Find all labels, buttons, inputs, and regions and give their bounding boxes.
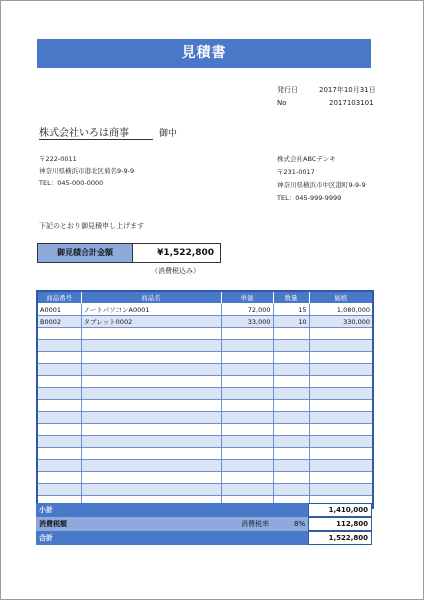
total-label: 合計 [36, 531, 308, 545]
tax-value: 112,800 [308, 517, 372, 531]
table-row [37, 448, 373, 460]
sender-postal: 〒231-0017 [277, 168, 315, 176]
table-row [37, 472, 373, 484]
recipient-postal: 〒222-0011 [39, 155, 77, 163]
item-name-cell [81, 472, 221, 484]
item-code-cell [37, 328, 81, 340]
item-code-cell [37, 460, 81, 472]
table-row [37, 424, 373, 436]
table-row [37, 340, 373, 352]
quantity-cell [273, 352, 309, 364]
item-code-cell [37, 376, 81, 388]
intro-text: 下記のとおり御見積申し上げます [39, 222, 144, 230]
price-cell [309, 460, 373, 472]
quantity-cell [273, 460, 309, 472]
item-name-cell [81, 352, 221, 364]
price-cell [309, 388, 373, 400]
unit-price-cell [221, 388, 273, 400]
item-name-cell [81, 412, 221, 424]
quantity-cell [273, 400, 309, 412]
grand-total-value: ¥1,522,800 [133, 243, 221, 263]
unit-price-cell [221, 328, 273, 340]
sender-address-block [277, 153, 366, 205]
price-cell [309, 340, 373, 352]
sender-tel: TEL：045-999-9999 [277, 194, 342, 202]
recipient-tel: TEL：045-000-0000 [39, 179, 104, 187]
item-name-cell [81, 328, 221, 340]
item-name-cell [81, 400, 221, 412]
table-row [37, 484, 373, 496]
price-cell: 330,000 [309, 316, 373, 328]
price-cell [309, 364, 373, 376]
item-code-cell [37, 472, 81, 484]
item-name-cell: タブレット0002 [81, 316, 221, 328]
table-row [37, 436, 373, 448]
items-body [37, 304, 373, 509]
unit-price-cell [221, 484, 273, 496]
unit-price-cell [221, 436, 273, 448]
header-price: 価格 [309, 291, 373, 304]
item-name-cell [81, 364, 221, 376]
item-code-cell [37, 340, 81, 352]
table-row [37, 328, 373, 340]
unit-price-cell [221, 352, 273, 364]
header-quantity: 数量 [273, 291, 309, 304]
quantity-cell [273, 412, 309, 424]
issue-date-label: 発行日 [277, 86, 298, 94]
sender-name: 株式会社ABCデンキ [277, 155, 336, 163]
table-row [37, 400, 373, 412]
recipient-name: 株式会社いろは商事 [39, 128, 129, 139]
quantity-cell [273, 340, 309, 352]
unit-price-cell [221, 424, 273, 436]
issue-date: 2017年10月31日 [319, 86, 376, 94]
subtotal-value: 1,410,000 [308, 503, 372, 517]
grand-total-label: 御見積合計金額 [37, 243, 133, 263]
subtotal-label: 小計 [36, 503, 308, 517]
recipient-address-block [39, 153, 134, 189]
tax-included-note: （消費税込み） [151, 267, 200, 275]
unit-price-cell [221, 460, 273, 472]
price-cell [309, 436, 373, 448]
table-row [37, 412, 373, 424]
price-cell [309, 400, 373, 412]
price-cell [309, 352, 373, 364]
document-title: 見積書 [37, 39, 371, 68]
quantity-cell [273, 484, 309, 496]
price-cell [309, 484, 373, 496]
header-item-name: 商品名 [81, 291, 221, 304]
total-value: 1,522,800 [308, 531, 372, 545]
unit-price-cell [221, 412, 273, 424]
tax-row [36, 517, 372, 531]
unit-price-cell [221, 376, 273, 388]
item-name-cell [81, 460, 221, 472]
price-cell [309, 412, 373, 424]
table-row [37, 376, 373, 388]
item-code-cell: B0002 [37, 316, 81, 328]
document-no: 2017103101 [329, 99, 374, 107]
sender-address: 神奈川県横浜市中区港町9-9-9 [277, 181, 366, 189]
item-code-cell [37, 412, 81, 424]
table-row [37, 364, 373, 376]
quantity-cell [273, 472, 309, 484]
unit-price-cell [221, 340, 273, 352]
unit-price-cell [221, 448, 273, 460]
item-name-cell [81, 436, 221, 448]
tax-rate: 8% [294, 520, 306, 528]
recipient-suffix: 御中 [159, 129, 178, 139]
table-row [37, 352, 373, 364]
item-code-cell [37, 352, 81, 364]
table-row [37, 304, 373, 316]
item-code-cell [37, 400, 81, 412]
document-no-label: No [277, 99, 287, 107]
tax-rate-label: 消費税率 [241, 520, 269, 528]
quantity-cell [273, 448, 309, 460]
unit-price-cell [221, 364, 273, 376]
unit-price-cell: 33,000 [221, 316, 273, 328]
tax-label: 消費税額 [36, 517, 308, 531]
item-code-cell [37, 364, 81, 376]
recipient-underline [39, 139, 153, 140]
subtotal-row [36, 503, 372, 517]
recipient-address: 神奈川県横浜市港北区菊名9-9-9 [39, 167, 135, 175]
item-name-cell: ノートパソコンA0001 [81, 304, 221, 316]
quantity-cell: 15 [273, 304, 309, 316]
item-name-cell [81, 340, 221, 352]
quantity-cell [273, 364, 309, 376]
item-code-cell [37, 424, 81, 436]
quantity-cell [273, 424, 309, 436]
quantity-cell [273, 376, 309, 388]
table-row [37, 388, 373, 400]
item-name-cell [81, 448, 221, 460]
table-row [37, 460, 373, 472]
quantity-cell [273, 328, 309, 340]
item-name-cell [81, 424, 221, 436]
item-name-cell [81, 388, 221, 400]
price-cell [309, 448, 373, 460]
unit-price-cell [221, 472, 273, 484]
item-code-cell [37, 436, 81, 448]
header-unit-price: 単価 [221, 291, 273, 304]
quantity-cell [273, 388, 309, 400]
unit-price-cell [221, 400, 273, 412]
item-name-cell [81, 376, 221, 388]
item-code-cell [37, 388, 81, 400]
price-cell [309, 328, 373, 340]
price-cell [309, 424, 373, 436]
unit-price-cell: 72,000 [221, 304, 273, 316]
item-name-cell [81, 484, 221, 496]
items-table [36, 290, 374, 509]
price-cell [309, 376, 373, 388]
item-code-cell [37, 484, 81, 496]
item-code-cell: A0001 [37, 304, 81, 316]
quantity-cell [273, 436, 309, 448]
quantity-cell: 10 [273, 316, 309, 328]
header-item-code: 商品番号 [37, 291, 81, 304]
item-code-cell [37, 448, 81, 460]
price-cell: 1,080,000 [309, 304, 373, 316]
total-row [36, 531, 372, 545]
price-cell [309, 472, 373, 484]
table-row [37, 316, 373, 328]
table-header-row [37, 291, 373, 304]
